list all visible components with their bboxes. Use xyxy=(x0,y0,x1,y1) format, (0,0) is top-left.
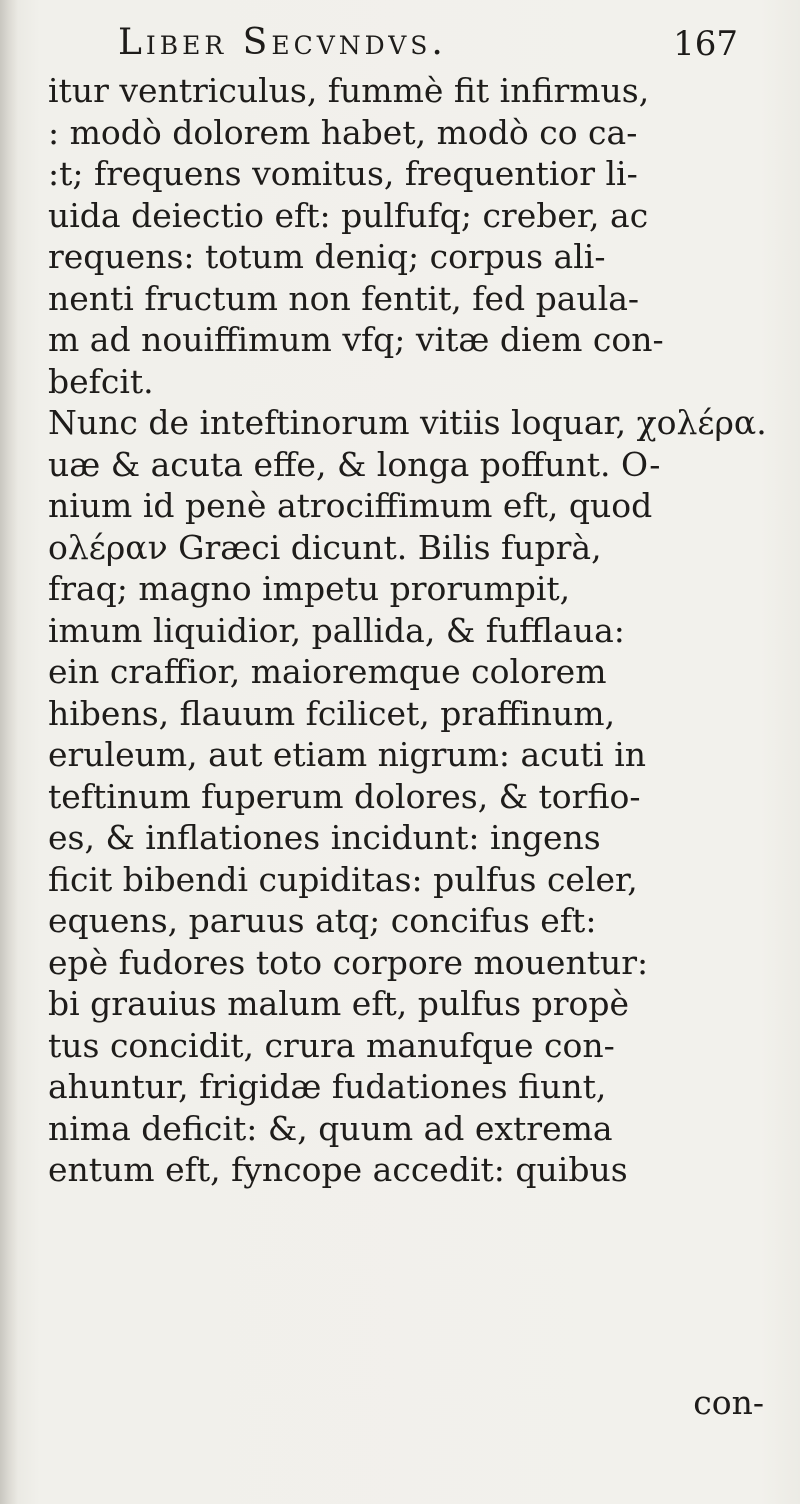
text-line: ficit bibendi cupiditas: pulfus celer, xyxy=(48,859,638,899)
text-line: es, & inflationes incidunt: ingens xyxy=(48,818,601,857)
text-line: requens: totum deniq; corpus ali- xyxy=(48,237,606,276)
text-line: befcit. xyxy=(48,361,154,401)
text-line: equens, paruus atq; concifus eft: xyxy=(48,901,597,940)
text-line: :t; frequens vomitus, frequentior li- xyxy=(48,154,638,193)
text-line: nium id penè atrociffimum eft, quod xyxy=(48,486,653,525)
running-head xyxy=(118,18,738,68)
text-line: uæ & acuta effe, & longa poffunt. O- xyxy=(48,444,661,484)
page-number: 167 xyxy=(673,24,738,64)
text-line: imum liquidior, pallida, & fufflaua: xyxy=(48,610,625,650)
text-line: ein craffior, maioremque colorem xyxy=(48,652,607,691)
text-line: tus concidit, crura manufque con- xyxy=(48,1025,615,1065)
catchword: con- xyxy=(693,1383,764,1422)
text-line: hibens, flauum fcilicet, praffinum, xyxy=(48,693,616,733)
text-line: teftinum fuperum dolores, & torfio- xyxy=(48,776,641,816)
text-line: nima deficit: &, quum ad extrema xyxy=(48,1108,613,1148)
text-line: m ad nouiffimum vfq; vitæ diem con- xyxy=(48,320,664,359)
text-line: epè fudores toto corpore mouentur: xyxy=(48,942,649,982)
text-line: ahuntur, frigidæ fudationes fiunt, xyxy=(48,1067,607,1106)
text-line: itur ventriculus, fummè fit infirmus, xyxy=(48,71,650,110)
running-title: Liber Secvndvs. xyxy=(118,22,447,63)
text-line: eruleum, aut etiam nigrum: acuti in xyxy=(48,735,647,774)
text-line: fraq; magno impetu prorumpit, xyxy=(48,569,571,608)
text-line: nenti fructum non fentit, fed paula- xyxy=(48,278,640,318)
text-line: : modò dolorem habet, modò co ca- xyxy=(48,112,638,152)
body-text xyxy=(48,70,768,1191)
text-line: bi grauius malum eft, pulfus propè xyxy=(48,984,630,1023)
text-line: uida deiectio eft: pulfufq; creber, ac xyxy=(48,195,649,235)
text-line: ολέραν Græci dicunt. Bilis fuprà, xyxy=(48,527,602,567)
text-line: entum eft, fyncope accedit: quibus xyxy=(48,1150,628,1189)
text-line: Nunc de inteftinorum vitiis loquar, χολέρα. xyxy=(48,403,767,442)
binding-gutter xyxy=(0,0,18,1504)
